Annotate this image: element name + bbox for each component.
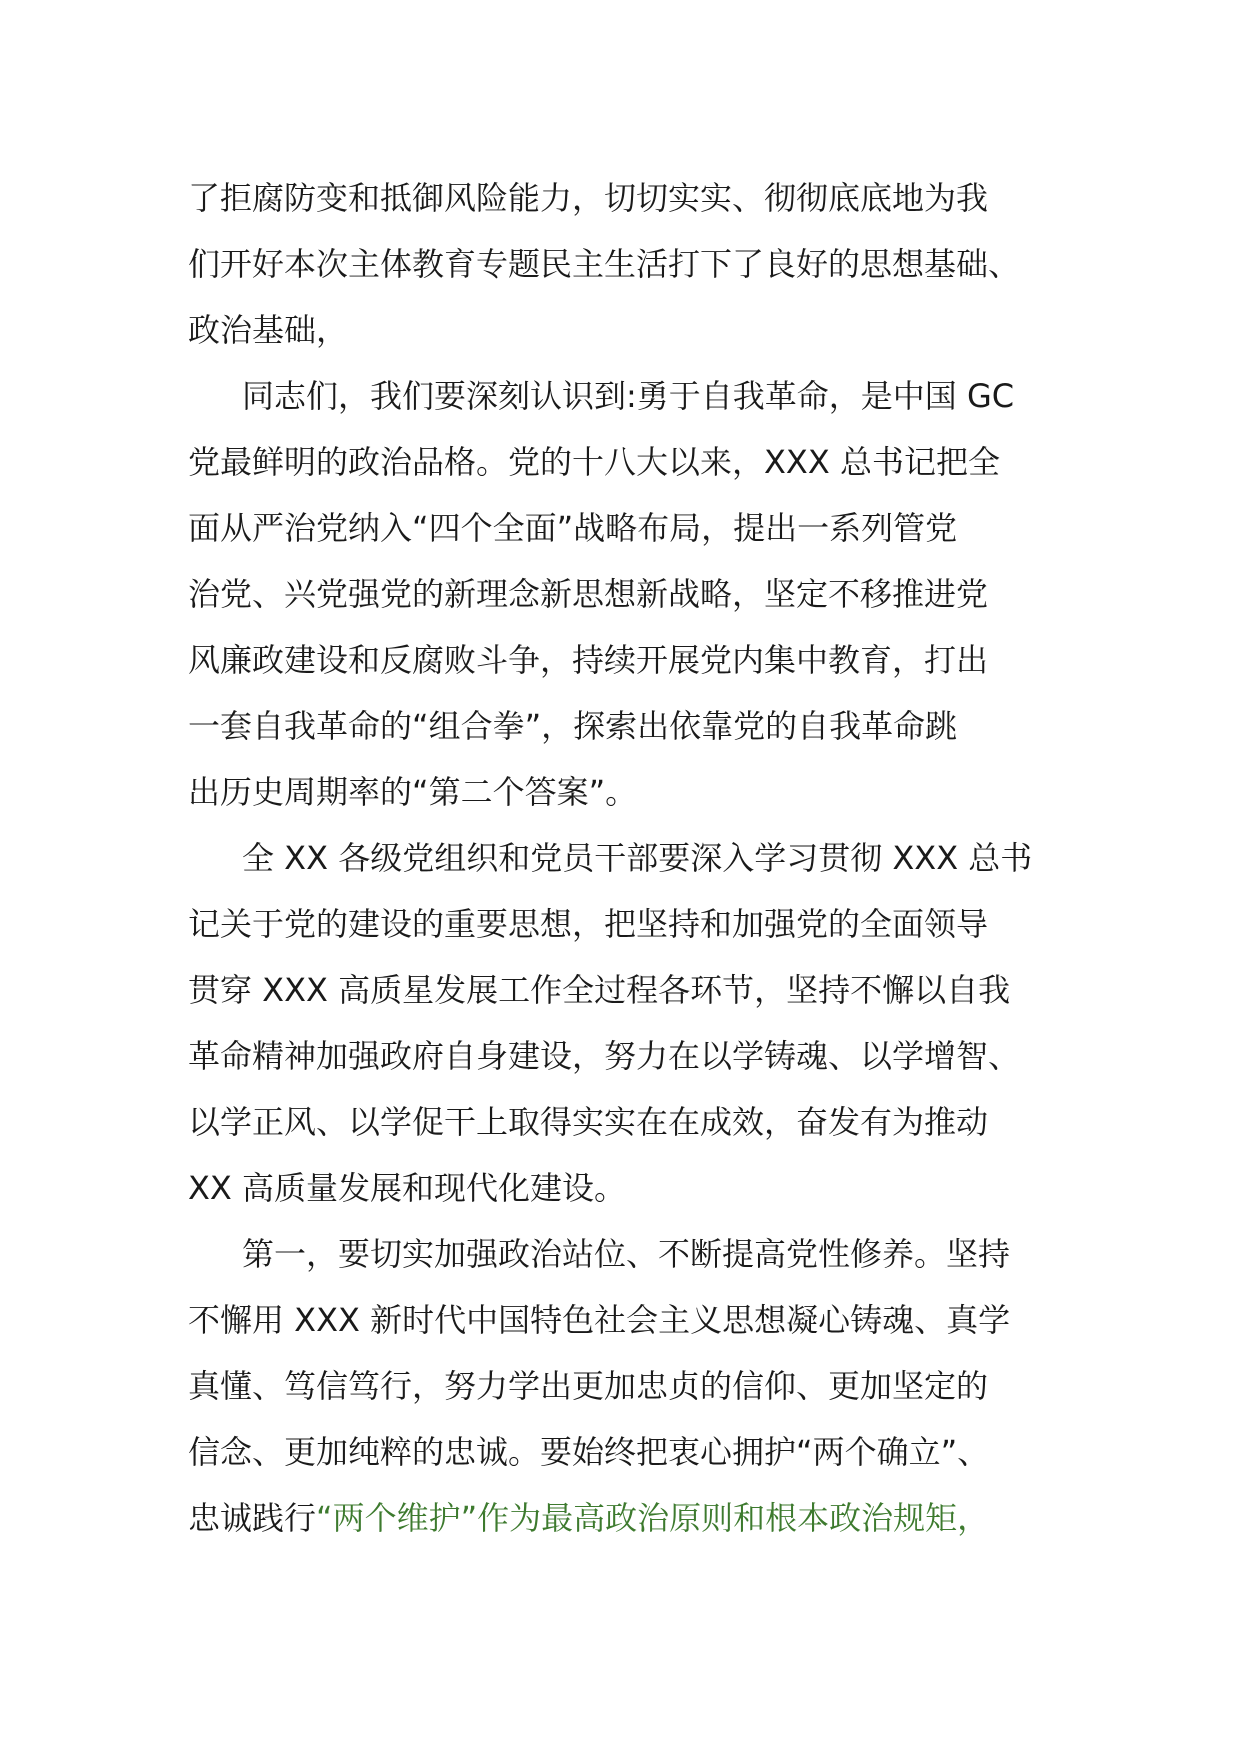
- text-line: 革命精神加强政府自身建设，努力在以学铸魂、以学增智、: [188, 1037, 1021, 1075]
- text-line: 以学正风、以学促干上取得实实在在成效，奋发有为推动: [188, 1103, 989, 1141]
- text-line: 风廉政建设和反腐败斗争，持续开展党内集中教育，打出: [188, 641, 989, 679]
- text-line: 全 XX 各级党组织和党员干部要深入学习贯彻 XXX 总书: [242, 839, 1033, 877]
- text-line: 们开好本次主体教育专题民主生活打下了良好的思想基础、: [188, 245, 1021, 283]
- document-body: [188, 165, 1068, 1551]
- paragraph-4: [188, 1221, 1068, 1551]
- highlighted-text-segment: “两个维护”作为最高政治原则和根本政治规矩，: [316, 1499, 990, 1537]
- text-line: 同志们，我们要深刻认识到:勇于自我革命，是中国 GC: [242, 377, 1015, 415]
- text-segment: 忠诚践行: [188, 1499, 317, 1537]
- text-line: 了拒腐防变和抵御风险能力，切切实实、彻彻底底地为我: [188, 179, 989, 217]
- paragraph-1: [188, 165, 1068, 363]
- text-line: 出历史周期率的“第二个答案”。: [188, 773, 638, 811]
- text-line: 信念、更加纯粹的忠诚。要始终把衷心拥护“两个确立”、: [188, 1433, 990, 1471]
- paragraph-3: [188, 825, 1068, 1221]
- text-line: 党最鲜明的政治品格。党的十八大以来，XXX 总书记把全: [188, 443, 1000, 481]
- text-line: 不懈用 XXX 新时代中国特色社会主义思想凝心铸魂、真学: [188, 1301, 1011, 1339]
- text-line: 真懂、笃信笃行，努力学出更加忠贞的信仰、更加坚定的: [188, 1367, 989, 1405]
- paragraph-2: [188, 363, 1068, 825]
- text-line-mixed: [188, 1485, 1068, 1551]
- text-line: 一套自我革命的“组合拳”，探索出依靠党的自我革命跳: [188, 707, 958, 745]
- text-line: 政治基础，: [188, 311, 349, 349]
- text-line: 记关于党的建设的重要思想，把坚持和加强党的全面领导: [188, 905, 989, 943]
- text-line: 贯穿 XXX 高质星发展工作全过程各环节，坚持不懈以自我: [188, 971, 1011, 1009]
- text-line: 第一，要切实加强政治站位、不断提高党性修养。坚持: [242, 1235, 1011, 1273]
- text-line: 治党、兴党强党的新理念新思想新战略，坚定不移推进党: [188, 575, 989, 613]
- text-line: XX 高质量发展和现代化建设。: [188, 1169, 627, 1207]
- text-line: 面从严治党纳入“四个全面”战略布局，提出一系列管党: [188, 509, 958, 547]
